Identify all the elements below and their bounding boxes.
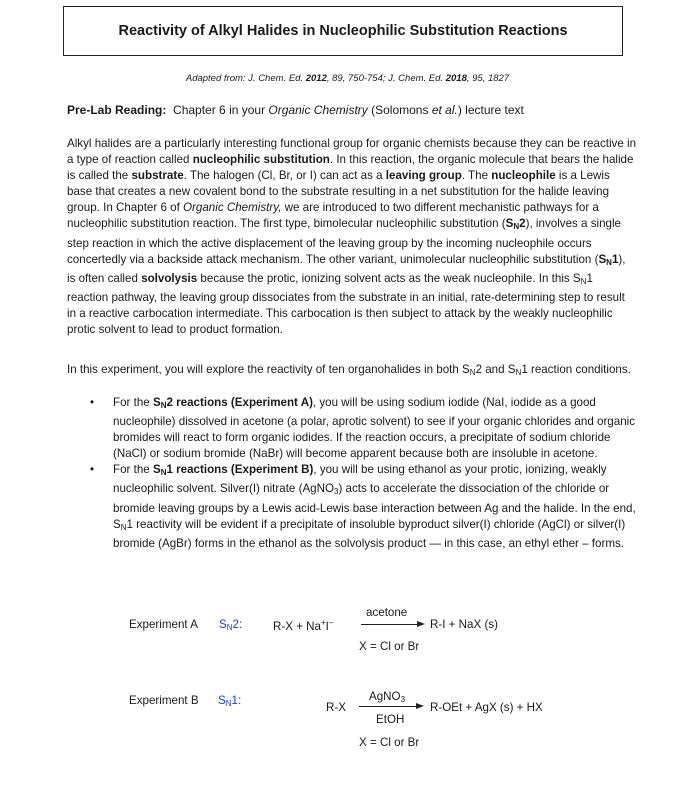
adapted-citation — [0, 73, 695, 84]
document-title: Reactivity of Alkyl Halides in Nucleophilic Substitution Reactions — [118, 23, 568, 39]
rxn-b-arrowhead — [416, 703, 424, 709]
prelab-line — [67, 103, 524, 117]
prelab-etal: et al. — [431, 103, 458, 117]
ref1-rest: , 89, 750-754; — [326, 73, 389, 84]
bullet-list — [88, 395, 640, 552]
rxn-a-label: Experiment A — [129, 618, 198, 631]
rxn-a-products: R-I + NaX (s) — [430, 618, 498, 631]
ref2-rest: , 95, 1827 — [466, 73, 510, 84]
rxn-a-condition: X = Cl or Br — [359, 640, 420, 653]
ref2-journal: J. Chem. Ed. — [388, 73, 444, 84]
rxn-b-reactant: R-X — [326, 701, 346, 714]
experiment-paragraph: In this experiment, you will explore the reactivity of ten organohalides in both $S_N2$ and $S_N1$ reaction conditions. — [67, 363, 631, 377]
adapted-prefix: Adapted from: — [185, 73, 249, 84]
prelab-label: Pre-Lab Reading: — [67, 103, 167, 117]
list-item: • For the $S_N2$ reactions (Experiment A), you will be using sodium iodide (NaI, iodide as a good nucleophile) dissolved in acetone (a polar, aprotic solvent) to see if your organic chlorides and organic bromides will react to form organic iodides. If the reaction occurs, a precipitate of sodium chloride (NaCl) or sodium bromide (NaBr) will become apparent because both are insoluble in acetone. — [90, 396, 636, 461]
list-item: • For the $S_N1$ reactions (Experiment B), you will be using ethanol as your protic, ionizing, weakly nucleophilic solvent. Silver(I) nitrate (AgNO$_3$) acts to accelerate the dissociation of the chloride or bromide leaving groups by a Lewis acid-Lewis base interaction between Ag and the halide. In the end, $S_N1$ reactivity will be evident if a precipitate of insoluble byproduct silver(I) chloride (AgCl) or silver(I) bromide (AgBr) forms in the ethanol as the solvolysis product — in this case, an ethyl ether – forms. — [90, 463, 636, 550]
rxn-b-solvent: EtOH — [376, 713, 405, 726]
rxn-a-arrow — [361, 624, 418, 625]
rxn-a-type: $S_N2$: — [219, 618, 243, 632]
title-box — [63, 6, 623, 56]
rxn-b-reagent: AgNO$_3$ — [369, 690, 406, 704]
rxn-b-label: Experiment B — [129, 694, 199, 707]
prelab-book: Organic Chemistry — [268, 103, 368, 117]
bullet-icon: • — [90, 396, 95, 409]
prelab-text-a: Chapter 6 in your — [173, 103, 269, 117]
rxn-a-solvent: acetone — [366, 606, 408, 619]
ref1-year: 2012 — [305, 73, 327, 84]
ref2-year: 2018 — [445, 73, 467, 84]
prelab-text-c: ) lecture text — [457, 103, 524, 117]
rxn-a-arrowhead — [417, 621, 425, 627]
rxn-b-products: R-OEt + AgX (s) + HX — [430, 701, 543, 714]
intro-paragraph: Alkyl halides are a particularly interesting functional group for organic chemists because they can be reactive in a type of reaction called nucleophilic substitution. In this reaction, the organic molecule that bears the halide is called the substrate. The halogen (Cl, Br, or I) can act as a leaving group. The nucleophile is a Lewis base that creates a new covalent bond to the substrate resulting in a net substitution for the halide leaving group. In Chapter 6 of Organic Chemistry, we are introduced to two different mechanistic pathways for a nucleophilic substitution reaction. The first type, bimolecular nucleophilic substitution $(S_N2)$, involves a single step reaction in which the active displacement of the leaving group by the incoming nucleophile occurs concertedly via a backside attack mechanism. The other variant, unimolecular nucleophilic substitution $(S_N1)$, is often called solvolysis because the protic, ionizing solvent acts as the weak nucleophile. In this $S_N1$ reaction pathway, the leaving group dissociates from the substrate in an initial, rate-determining step to result in a reactive carbocation intermediate. This carbocation is then subject to attack by the weakly nucleophilic protic solvent to lead to product formation. — [67, 137, 637, 337]
rxn-b-arrow — [359, 706, 417, 707]
rxn-b-type: $S_N1$: — [218, 694, 242, 708]
rxn-a-reactants: R-X + Na+I– — [273, 618, 334, 633]
prelab-text-b: (Solomons — [367, 103, 432, 117]
ref1-journal: J. Chem. Ed. — [248, 73, 304, 84]
bullet-icon: • — [90, 463, 95, 477]
rxn-b-condition: X = Cl or Br — [359, 736, 420, 749]
